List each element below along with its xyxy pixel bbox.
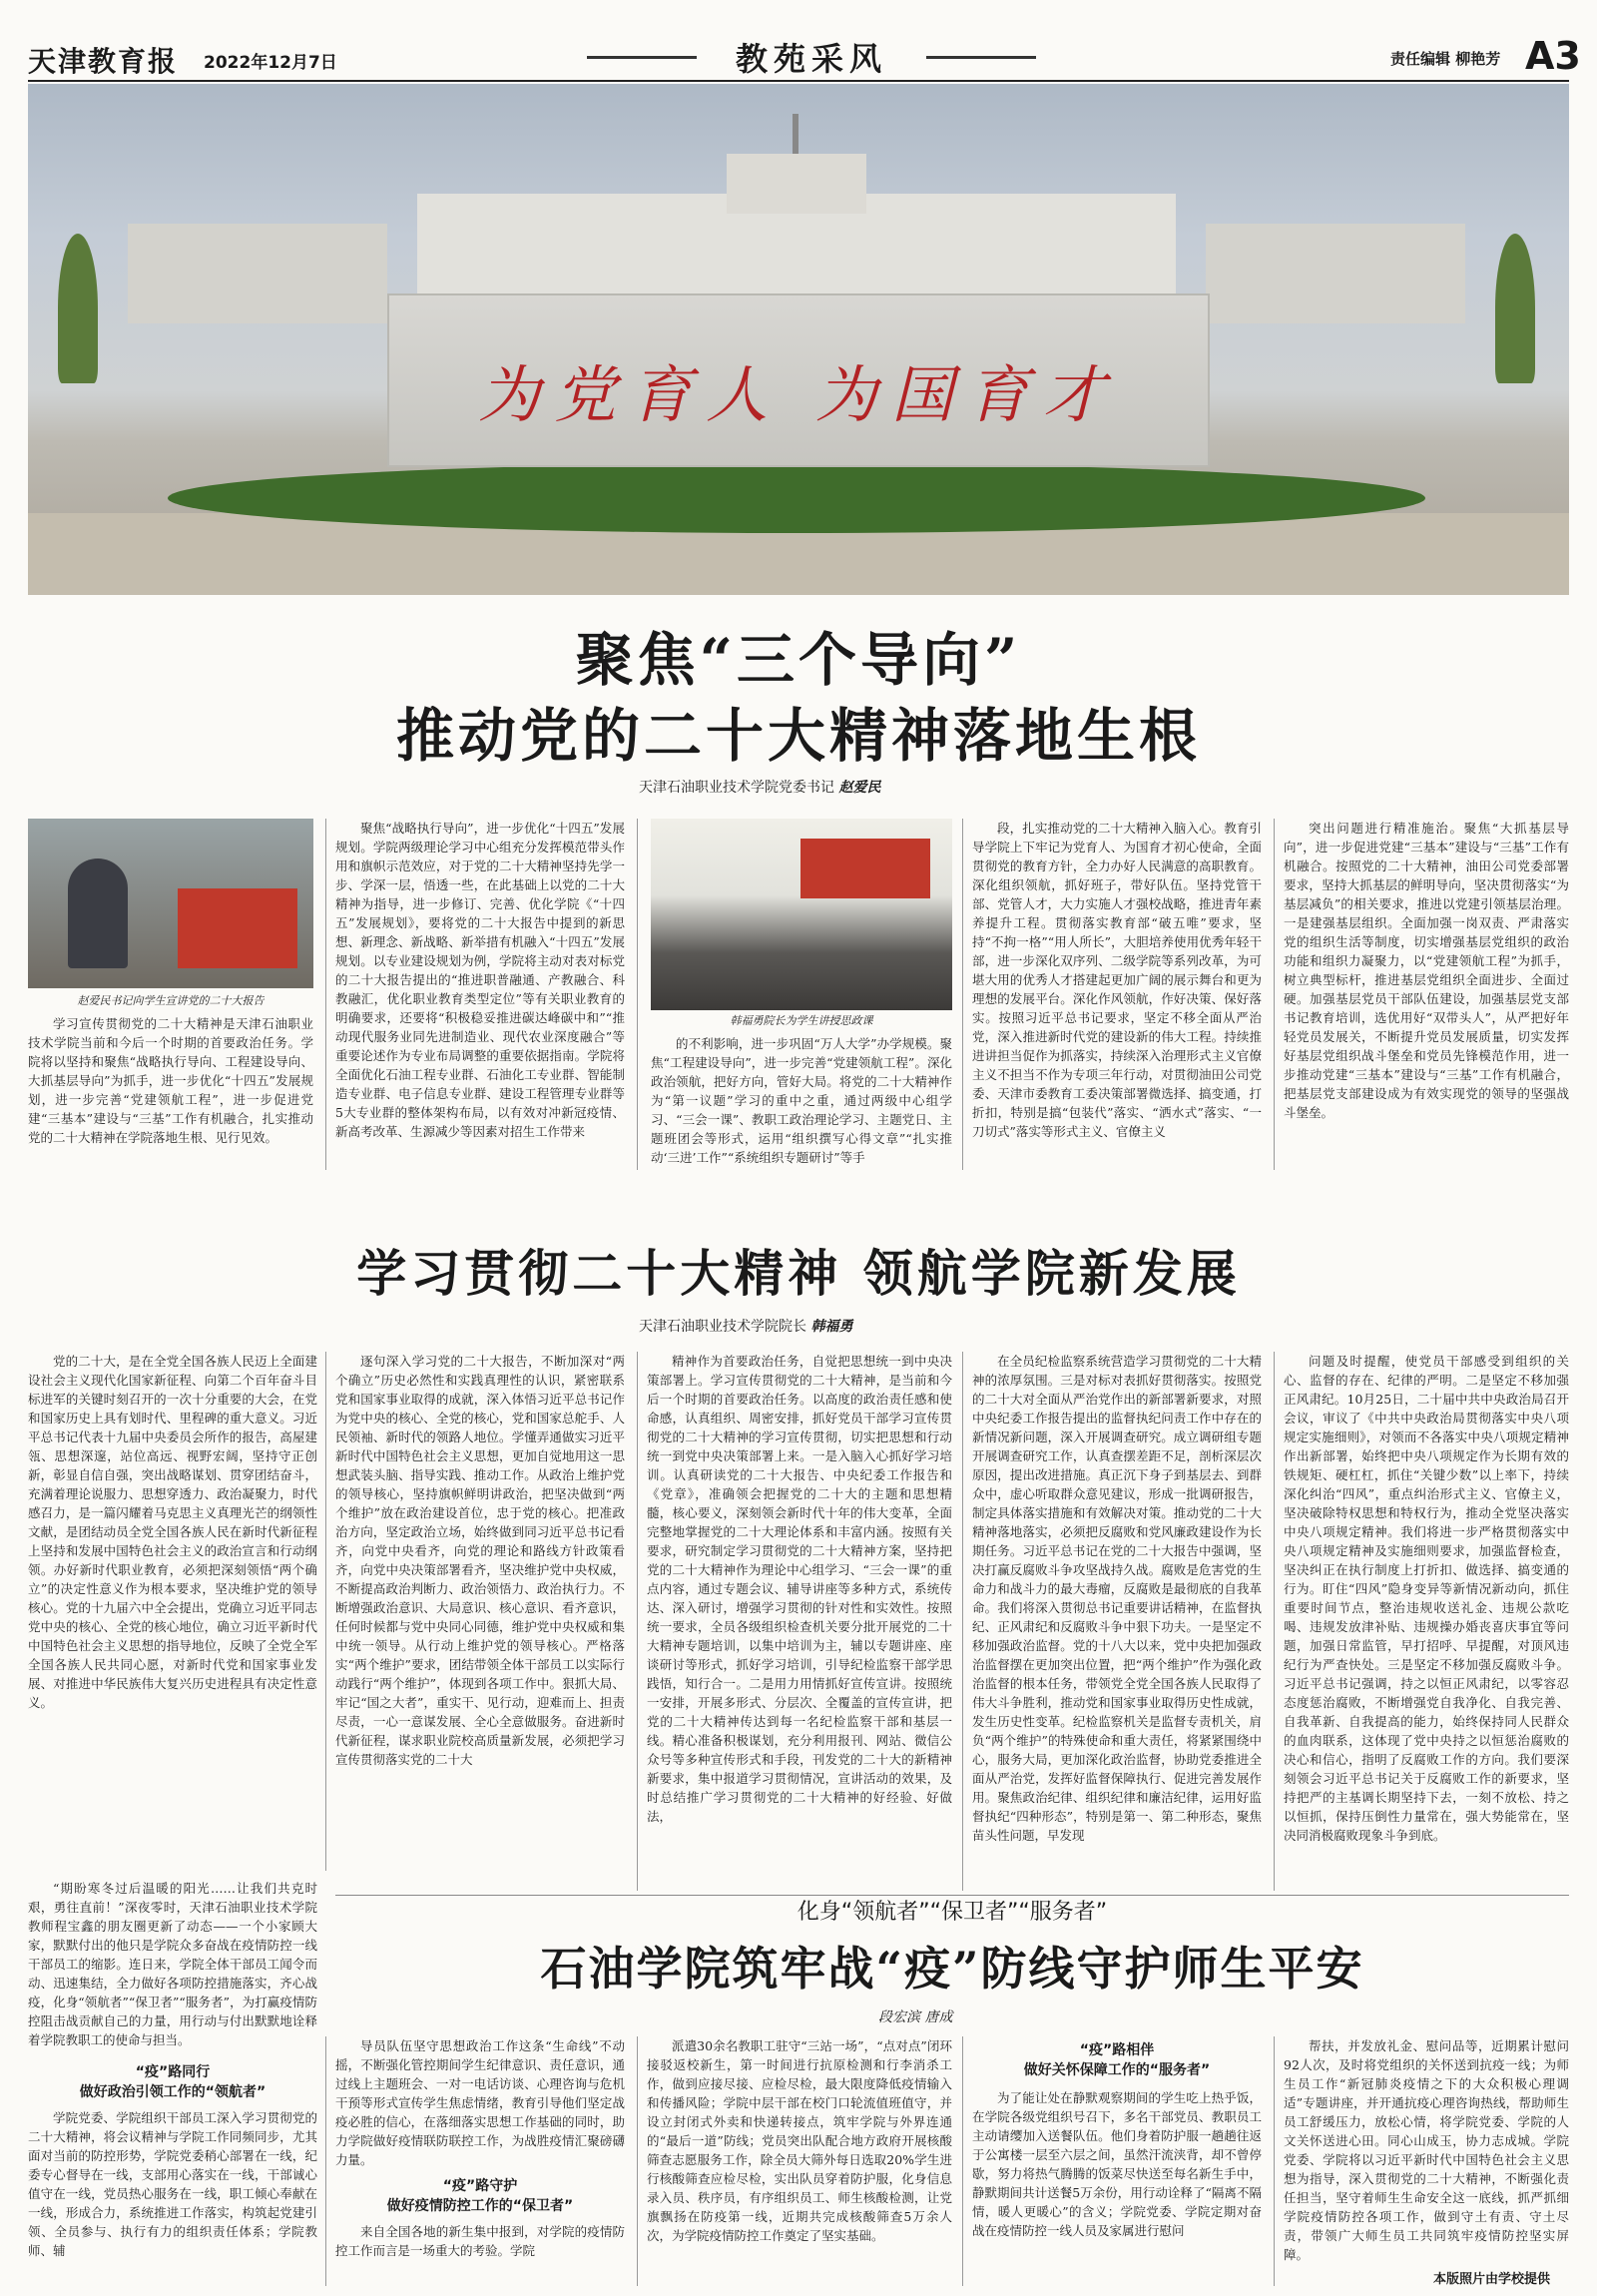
column-divider	[325, 1352, 326, 1871]
column-divider	[1274, 1352, 1275, 1891]
article1-headline-line2: 推动党的二十大精神落地生根	[395, 702, 1201, 770]
article3-subhead-3: “疫”路相伴 做好关怀保障工作的“服务者”	[1023, 2042, 1211, 2078]
students-figure	[178, 888, 297, 968]
article2-byline-org: 天津石油职业技术学院院长	[639, 1319, 806, 1335]
article3-column-2-end: 来自全国各地的新生集中报到，对学院的疫情防控工作而言是一场重大的考验。学院	[335, 2224, 625, 2258]
lawn	[168, 463, 1425, 533]
section-deco-right	[926, 56, 1036, 59]
tree-right	[1495, 234, 1535, 383]
column-divider	[325, 2036, 326, 2286]
section-title: 教苑采风	[735, 40, 887, 78]
column-divider	[962, 819, 963, 1170]
column-divider	[1274, 2036, 1275, 2286]
column-divider	[325, 819, 326, 1170]
article3-column-4: 为了能让处在静默观察期间的学生吃上热乎饭，在学院各级党组织号召下，多名干部党员、教职员工主动请缨加入送餐队伍。他们身着防护服一趟趟往返于公寓楼一层至六层之间，虽然汗流浃背，却不曾停歇，努力将热气腾腾的饭菜尽快送至每名新生手中，静默期间共计送餐5万余份，用行动诠释了“隔离不隔情，暖人更暖心”的含义；学院党委、学院定期对奋战在疫情防控一线人员及家属进行慰问	[972, 2090, 1262, 2238]
article3-intro: “期盼寒冬过后温暖的阳光……让我们共克时艰，勇往直前！”深夜零时，天津石油职业技术学院教师程宝鑫的朋友圈更新了动态——一个小家顾大家，默默付出的他只是学院众多奋战在疫情防控一线干部员工的缩影。连日来，学院全体干部员工闻令而动、迅速集结，全力做好各项防控措施落实，齐心战疫，化身“领航者”“保卫者”“服务者”，为打赢疫情防控阻击战贡献自己的力量，用行动与付出默默地诠释着学院教职工的使命与担当。	[28, 1881, 317, 2047]
photo-credit: 本版照片由学校提供	[1433, 2272, 1551, 2287]
article3-column-3: 派遣30余名教职工驻守“三站一场”，“点对点”闭环接驳返校新生，第一时间进行抗原检测和行李消杀工作，做到应接尽接、应检尽检，最大限度降低疫情输入和传播风险；学院中层干部在校门口轮流值班值守，并设立封闭式外卖和快递转接点，筑牢学院与外界连通的“最后一道”防线；党员突出队配合地方政府开展核酸筛查志愿服务工作，除全员大筛外每日选取20%学生进行核酸筛查应检尽检，实出队员穿着防护服，化身信息录入员、秩序员，有序组织员工、师生核酸检测，让党旗飘扬在防疫第一线，近期共完成核酸筛查5万余人次，为学院疫情防控工作奠定了坚实基础。	[647, 2038, 952, 2243]
wall-slogan: 为党育人 为国育才	[478, 358, 1119, 431]
article1-headline-line1: 聚焦“三个导向”	[575, 626, 1022, 694]
article2-column-3: 精神作为首要政治任务，自觉把思想统一到中央决策部署上。学习宣传贯彻党的二十大精神，是当前和今后一个时期的首要政治任务。以高度的政治责任感和使命感，认真组织、周密安排，抓好党员干部学习宣传贯彻党的二十大精神的学习宣传贯彻，切实把思想和行动统一到党中央决策部署上来。一是入脑入心抓好学习培训。认真研读党的二十大报告、中央纪委工作报告和《党章》，准确领会把握党的二十大的主题和思想精髓，核心要义，深刻领会新时代十年的伟大变革，全面完整地掌握党的二十大理论体系和丰富内涵。按照有关要求，研究制定学习贯彻党的二十大精神方案，坚持把党的二十大精神作为理论中心组学习、“三会一课”的重点内容，通过专题会议、辅导讲座等多种方式，系统传达、深入研讨，增强学习贯彻的针对性和实效性。按照统一要求，全员各级组织检查机关要分批开展党的二十大精神专题培训，以集中培训为主，辅以专题讲座、座谈研讨等形式，抓好学习培训，引导纪检监察干部学思践悟，知行合一。二是用力用情抓好宣传宣讲。按照统一安排，开展多形式、分层次、全覆盖的宣传宣讲，把党的二十大精神传达到每一名纪检监察干部和基层一线。精心准备积极谋划，充分利用报刊、网站、微信公众号等多种宣传形式和手段，刊发党的二十大的新精神新要求，集中报道学习贯彻情况，宣讲活动的效果，及时总结推广学习贯彻党的二十大精神的好经验、好做法，	[647, 1354, 952, 1824]
article3-headline: 石油学院筑牢战“疫”防线守护师生平安	[540, 1942, 1364, 1996]
page-number: A3	[1525, 34, 1581, 78]
tree-left	[58, 234, 98, 383]
article3-column-2: 导员队伍坚守思想政治工作这条“生命线”不动摇，不断强化管控期间学生纪律意识、责任意识，通过线上主题班会、一对一电话访谈、心理咨询与危机干预等形式宣传学生焦虑情绪，教育引导他们坚定战疫必胜的信心，在落细落实思想工作基础的同时，助力学院做好疫情联防联控工作，为战胜疫情汇聚磅礴力量。	[335, 2038, 625, 2167]
column-divider	[962, 1352, 963, 1891]
article1-column-5: 突出问题进行精准施治。聚焦“大抓基层导向”，进一步促进党建“三基本”建设与“三基”工作有机融合。按照党的二十大精神，油田公司党委部署要求，坚持大抓基层的鲜明导向，坚决贯彻落实“为基层减负”的相关要求，推进以党建引领基层治理。一是建强基层组织。全面加强一岗双责、严肃落实党的组织生活等制度，切实增强基层党组织的政治功能和组织力凝聚力，以“党建领航工程”为抓手，树立典型标杆，推进基层党组织全面进步、全面过硬。加强基层党员干部队伍建设，加强基层党支部书记教育培训，选优用好“双带头人”，从严把好年轻党员发展关，不断提升党员发展质量，切实发挥好基层党组织战斗堡垒和党员先锋模范作用，进一步推动党建“三基本”建设与“三基”工作有机融合，把基层党支部建设成为有效实现党的领导的坚强战斗堡垒。	[1284, 821, 1569, 1120]
article2-byline	[639, 1316, 852, 1336]
projector-screen	[800, 839, 930, 898]
side-building-left	[128, 224, 387, 323]
article1-photo1-caption: 赵爱民书记向学生宣讲党的二十大报告	[77, 994, 265, 1007]
article1-column-2: 聚焦“战略执行导向”，进一步优化“十四五”发展规划。学院两级理论学习中心组充分发挥模范带头作用和旗帜示范效应，对于党的二十大精神坚持先学一步、学深一层，悟透一些，在此基础上以党的二十大精神为指导，进一步修订、完善、优化学院《“十四五”发展规划》，要将党的二十大报告中提到的新思想、新理念、新战略、新举措有机融入“十四五”发展规划。以专业建设规划为例，学院将主动对表对标党的二十大报告提出的“推进职普融通、产教融合、科教融汇，优化职业教育类型定位”等有关职业教育的明确要求，还要将“积极稳妥推进碳达峰碳中和”“推动现代服务业同先进制造业、现代农业深度融合”等重要论述作为专业布局调整的重要依据指南。学院将全面优化石油工程专业群、石油化工专业群、智能制造专业群、电子信息专业群、建设工程管理专业群等5大专业群的整体架构布局，以有效对冲新冠疫情、新高考改革、生源减少等因素对招生工作带来	[335, 821, 625, 1139]
flag-mast	[793, 114, 798, 154]
article1-byline-org: 天津石油职业技术学院党委书记	[639, 780, 834, 796]
article3-column-5: 帮扶，并发放礼金、慰问品等，近期累计慰问92人次，及时将党组织的关怀送到抗疫一线；为师生员工作“新冠肺炎疫情之下的大众积极心理调适”专题讲座，并开通抗疫心理咨询热线，帮助师生员工舒缓压力，放松心情，将学院党委、学院的人文关怀送进心田。同心山成玉，协力志成城。学院党委、学院将以习近平新时代中国特色社会主义思想为指导，深入贯彻党的二十大精神，不断强化责任担当，坚守着师生生命安全这一底线，抓严抓细学院疫情防控各项工作，做到守土有责、守土尽责，带领广大师生员工共同筑牢疫情防控坚实屏障。	[1284, 2038, 1569, 2262]
side-building-right	[1206, 224, 1465, 323]
article3-subhead-1: “疫”路同行 做好政治引领工作的“领航者”	[79, 2064, 266, 2100]
article2-column-2: 逐句深入学习党的二十大报告，不断加深对“两个确立”历史必然性和实践真理性的认识，紧密联系党和国家事业取得的成就，深入体悟习近平总书记作为党中央的核心、全党的核心，党和国家总舵手、人民领袖、新时代的领路人地位。学懂弄通做实习近平新时代中国特色社会主义思想，更加自觉地用这一思想武装头脑、指导实践、推动工作。从政治上维护党的领导核心，坚持旗帜鲜明讲政治，把坚决做到“两个维护”放在政治建设首位，忠于党的核心。把准政治方向，坚定政治立场，始终做到同习近平总书记看齐，向党中央看齐，向党的理论和路线方针政策看齐，向党中央决策部署看齐，坚决维护党中央权威，不断提高政治判断力、政治领悟力、政治执行力。不断增强政治意识、大局意识、核心意识、看齐意识，任何时候都与党中央同心同德，维护党中央权威和集中统一领导。从行动上维护党的领导核心。严格落实“两个维护”要求，团结带领全体干部员工以实际行动践行“两个维护”，体现到各项工作中。狠抓大局、牢记“国之大者”，重实干、见行动，迎难而上、担责尽责，一心一意谋发展、全心全意做服务。奋进新时代新征程，谋求职业院校高质量新发展，必须把学习宣传贯彻落实党的二十大	[335, 1354, 625, 1767]
paper-name: 天津教育报	[28, 45, 179, 78]
article1-photo2	[651, 819, 952, 1010]
column-divider	[637, 819, 638, 1170]
column-divider	[962, 2036, 963, 2286]
article3-column-1: 学院党委、学院组织干部员工深入学习贯彻党的二十大精神，将会议精神与学院工作同频同步，尤其面对当前的防控形势，学院党委稍心部署在一线，纪委专心督导在一线，支部用心落实在一线，干部诚心值守在一线，党员热心服务在一线，职工倾心奉献在一线，形成合力，系统推进工作落实，构筑起党建引领、全员参与、执行有力的组织责任体系；学院教师、辅	[28, 2110, 317, 2258]
building-tower	[727, 154, 866, 214]
issue-date: 2022年12月7日	[204, 53, 337, 73]
column-divider	[1274, 819, 1275, 1170]
campus-photo	[28, 84, 1569, 595]
article3-kicker: 化身“领航者”“保卫者”“服务者”	[797, 1900, 1108, 1925]
article2-headline: 学习贯彻二十大精神 领航学院新发展	[356, 1244, 1241, 1303]
article3-subhead-2: “疫”路守护 做好疫情防控工作的“保卫者”	[386, 2178, 574, 2214]
article3-byline: 段宏滨 唐成	[878, 2009, 953, 2025]
speaker-figure	[68, 859, 128, 968]
column-divider	[637, 2036, 638, 2286]
slogan-wall	[387, 293, 1210, 467]
responsible-editor: 责任编辑 柳艳芳	[1390, 50, 1501, 68]
article1-byline	[639, 777, 880, 797]
article1-column-3: 的不利影响，进一步巩固“万人大学”办学规模。聚焦“工程建设导向”，进一步完善“党建领航工程”。深化政治领航，把好方向，管好大局。将党的二十大精神作为“第一议题”学习的重中之重，通过两级中心组学习、“三会一课”、教职工政治理论学习、主题党日、主题班团会等形式，运用“组织撰写心得文章”“扎实推动‘三进’工作”“系统组织专题研讨”等手	[651, 1036, 952, 1165]
section-deco-left	[587, 56, 697, 59]
article1-column-1: 学习宣传贯彻党的二十大精神是天津石油职业技术学院当前和今后一个时期的首要政治任务。学院将以坚持和聚焦“战略执行导向、工程建设导向、大抓基层导向”为抓手，进一步优化“十四五”发展规划，进一步完善“党建领航工程”，进一步促进党建“三基本”建设与“三基”工作有机融合，扎实推动党的二十大精神在学院落地生根、见行见效。	[28, 1016, 313, 1145]
article1-photo2-caption: 韩福勇院长为学生讲授思政课	[730, 1014, 873, 1027]
article2-column-1: 党的二十大，是在全党全国各族人民迈上全面建设社会主义现代化国家新征程、向第二个百年奋斗目标进军的关键时刻召开的一次十分重要的大会，在党和国家历史上具有划时代、里程碑的重大意义。习近平总书记代表十九届中央委员会所作的报告，高屋建瓴、思想深邃，站位高远、视野宏阔，坚持守正创新，彰显自信自强，突出战略谋划、贯穿团结奋斗，充满着理论说服力、思想穿透力、政治凝聚力，时代感召力，是一篇闪耀着马克思主义真理光芒的纲领性文献，是团结动员全党全国各族人民在新时代新征程上坚持和发展中国特色社会主义的政治宣言和行动纲领。办好新时代职业教育，必须把深刻领悟“两个确立”的决定性意义作为根本要求，坚决维护党的领导核心。党的十九届六中全会提出，党确立习近平同志党中央的核心、全党的核心地位，确立习近平新时代中国特色社会主义思想的指导地位，反映了全党全军全国各族人民共同心愿，对新时代党和国家事业发展、对推进中华民族伟大复兴历史进程具有决定性意义。	[28, 1354, 317, 1710]
article1-photo1	[28, 819, 313, 988]
article1-column-4: 段，扎实推动党的二十大精神入脑入心。教育引导学院上下牢记为党育人、为国育才初心使命，全面贯彻党的教育方针，全力办好人民满意的高职教育。深化组织领航，抓好班子，带好队伍。坚持党管干部、党管人才，大力实施人才强校战略，推进青年素养提升工程。贯彻落实教育部“破五唯”要求，坚持“不拘一格”“用人所长”，大胆培养使用优秀年轻干部，进一步深化双序列、二级学院等系列改革，为可堪大用的优秀人才搭建起更加广阔的展示舞台和更为理想的发展平台。深化作风领航，作好决策、保好落实。按照习近平总书记要求，坚定不移全面从严治党，深入推进新时代党的建设新的伟大工程。持续推进讲担当促作为抓落实，持续深入治理形式主义官僚主义不担当不作为专项三年行动，对贯彻油田公司党委、天津市委教育工委决策部署微选择、搞变通，打折扣，特别是搞“包装代”落实、“洒水式”落实、“一刀切式”落实等形式主义、官僚主义	[972, 821, 1262, 1139]
article2-column-4: 在全员纪检监察系统营造学习贯彻党的二十大精神的浓厚氛围。三是对标对表抓好贯彻落实。按照党的二十大对全面从严治党作出的新部署新要求，对照中央纪委工作报告提出的监督执纪问责工作中存在的新情况新问题，深入开展调查研究。成立调研组专题开展调查研究工作，认真查摆差距不足，剖析深层次原因，提出改进措施。真正沉下身子到基层去、到群众中，虚心听取群众意见建议，形成一批调研报告，制定具体落实措施和有效解决对策。推动党的二十大精神落地落实，必须把反腐败和党风廉政建设作为长期任务。习近平总书记在党的二十大报告中强调，坚决打赢反腐败斗争攻坚战持久战。腐败是危害党的生命力和战斗力的最大毒瘤，反腐败是最彻底的自我革命。我们将深入贯彻总书记重要讲话精神，在监督执纪、正风肃纪和反腐败斗争中狠下功夫。一是坚定不移加强政治监督。党的十八大以来，党中央把加强政治监督摆在更加突出位置，把“两个维护”作为强化政治监督的根本任务，带领党全党全国各族人民取得了伟大斗争胜利，推动党和国家事业取得历史性成就，发生历史性变革。纪检监察机关是监督专责机关，肩负“两个维护”的特殊使命和重大责任，将紧紧围绕中心，服务大局，更加深化政治监督，协助党委推进全面从严治党，发挥好监督保障执行、促进完善发展作用。聚焦政治纪律、组织纪律和廉洁纪律，运用好监督执纪“四种形态”，特别是第一、第二种形态，聚焦苗头性问题，早发现	[972, 1354, 1262, 1843]
masthead-rule	[28, 80, 1569, 82]
article2-column-5: 问题及时提醒，使党员干部感受到组织的关心、监督的存在、纪律的严明。二是坚定不移加强正风肃纪。10月25日，二十届中共中央政治局召开会议，审议了《中共中央政治局贯彻落实中央八项规定实施细则》，对领而不各落实中央八项规定精神作出新部署，始终把中央八项规定作为长期有效的铁规矩、硬杠杠，抓住“关键少数”以上率下，持续深化纠治“四风”，重点纠治形式主义、官僚主义，坚决破除特权思想和特权行为，推动全党坚决落实中央八项规定精神。我们将进一步严格贯彻落实中央八项规定精神及实施细则要求，加强监督检查，坚决纠正在执行制度上打折扣、做选择、搞变通的行为。盯住“四风”隐身变异等新情况新动向，抓住重要时间节点，整治违规收送礼金、违规公款吃喝、违规发放津补贴、违规操办婚丧喜庆事宜等问题，加强日常监管，早打招呼、早提醒，对顶风违纪行为严查快处。三是坚定不移加强反腐败斗争。习近平总书记强调，持之以恒正风肃纪，以零容忍态度惩治腐败，不断增强党自我净化、自我完善、自我革新、自我提高的能力，始终保持同人民群众的血肉联系，这体现了党中央持之以恒惩治腐败的决心和信心，指明了反腐败工作的方向。我们要深刻领会习近平总书记关于反腐败工作的新要求，坚持把严的主基调长期坚持下去，一刻不放松、持之以恒抓，保持压倒性力量常在，强大势能常在，坚决同消极腐败现象斗争到底。	[1284, 1354, 1569, 1843]
article2-byline-name: 韩福勇	[810, 1319, 853, 1335]
masthead	[28, 34, 1581, 80]
article1-byline-name: 赵爱民	[838, 780, 881, 796]
column-divider	[637, 1352, 638, 1891]
